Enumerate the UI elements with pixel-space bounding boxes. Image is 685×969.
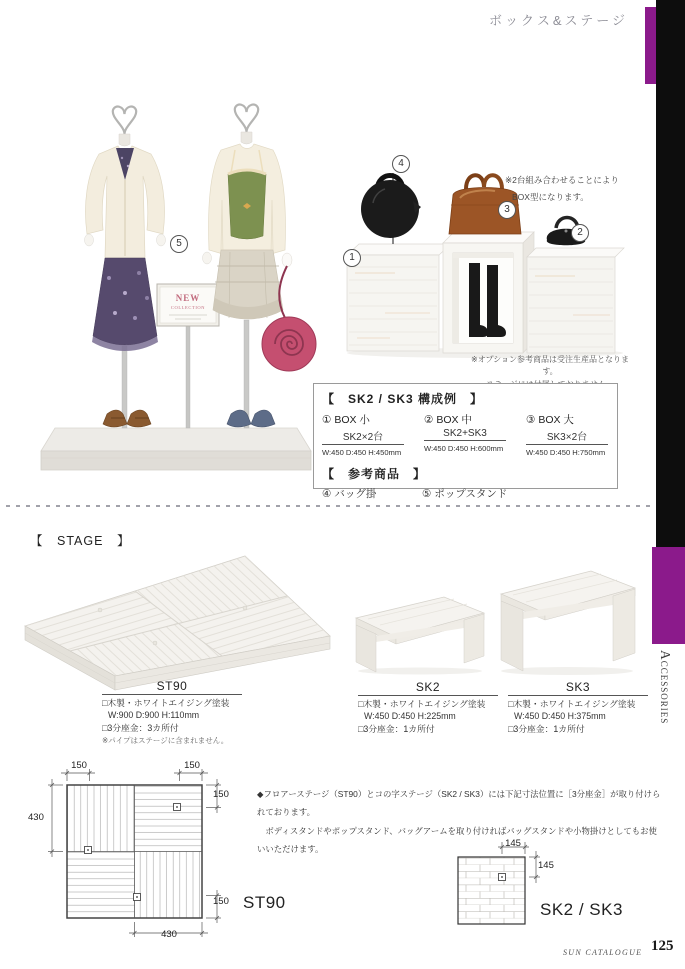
st90-dim-right-bottom: 150	[213, 896, 229, 907]
spec-table-title: 【 SK2 / SK3 構成例 】	[322, 392, 484, 406]
heart-hanger-icon	[235, 105, 258, 132]
side-tab-label: Accessories	[658, 650, 673, 725]
stage-section-title: 【 STAGE 】	[30, 534, 131, 548]
callout-3: 3	[498, 201, 516, 219]
st90-dim-top-right: 150	[184, 760, 200, 771]
st90-diagram-label: ST90	[243, 893, 286, 912]
st90-diagram	[25, 757, 270, 957]
mounting-note-line2: ボディスタンドやポップスタンド、バッグアームを取り付ければバッグスタンドや小物掛けとしてもお使いいただけます。	[257, 825, 657, 855]
sk-dim-top: 145	[505, 838, 521, 849]
sign-line2: COLLECTION	[170, 305, 206, 310]
spec-name: ① BOX 小	[322, 414, 370, 426]
spec-config: SK2+SK3	[424, 428, 506, 441]
product-name: SK2	[358, 680, 498, 696]
product-spec: □3分座金：3カ所付	[102, 722, 179, 733]
page-title: ボックス&ステージ	[488, 13, 628, 28]
product-name: SK3	[508, 680, 648, 696]
product-spec: W:450 D:450 H:375mm	[514, 711, 606, 722]
round-black-bag	[361, 176, 421, 239]
spec-col-box-small	[322, 412, 404, 457]
spec-name: ③ BOX 大	[526, 414, 574, 426]
box-medium	[527, 248, 624, 353]
spec-config: SK3×2台	[526, 428, 608, 445]
product-spec: W:450 D:450 H:225mm	[364, 711, 456, 722]
product-st90	[102, 679, 242, 746]
footer-brand: SUN CATALOGUE	[563, 948, 643, 957]
pop-stand-sign	[157, 284, 219, 326]
heart-hanger-icon	[113, 107, 136, 134]
ref-item-bag-hook: ④ バッグ掛	[322, 487, 377, 500]
st90-dim-top-left: 150	[71, 760, 87, 771]
sk2-product-photo	[350, 584, 490, 676]
product-sk2	[358, 680, 498, 735]
shoes-right	[227, 410, 275, 427]
ref-item-pop-stand: ⑤ ポップスタンド	[422, 487, 508, 500]
sk-dim-right: 145	[538, 860, 554, 871]
product-spec: □木製・ホワイトエイジング塗装	[102, 698, 230, 708]
spec-col-box-medium	[424, 412, 506, 457]
product-spec: W:900 D:900 H:110mm	[108, 710, 200, 721]
callout-5: 5	[170, 235, 188, 253]
spec-name: ② BOX 中	[424, 414, 472, 426]
option-note-line1: ※オプション参考商品は受注生産品となります。	[471, 355, 629, 377]
sign-line1: NEW	[175, 293, 201, 303]
spec-size: W:450 D:450 H:450mm	[322, 447, 402, 457]
st90-dim-bottom: 430	[161, 929, 177, 940]
combine-note	[505, 172, 619, 205]
sk-diagram-label: SK2 / SK3	[540, 900, 623, 919]
page-edge	[656, 0, 685, 549]
mounting-note-line1: ◆フロアーステージ（ST90）とコの字ステージ（SK2 / SK3）には下記寸法位置に［3分座金］が取り付けられております。	[257, 789, 661, 818]
spec-col-box-large	[526, 412, 608, 457]
box-small	[347, 244, 451, 351]
st90-dim-left: 430	[28, 812, 44, 823]
section-divider	[6, 505, 650, 507]
ref-title: 【 参考商品 】	[322, 466, 427, 481]
product-note: ※パイプはステージに含まれません。	[102, 736, 229, 746]
spec-size: W:450 D:450 H:750mm	[526, 447, 606, 457]
spec-config: SK2×2台	[322, 428, 404, 445]
mannequin-photo	[25, 88, 330, 483]
page-number: 125	[651, 938, 674, 954]
product-sk3	[508, 680, 648, 735]
product-spec: □3分座金：1カ所付	[508, 723, 585, 734]
spec-table	[313, 383, 618, 500]
callout-2: 2	[571, 224, 589, 242]
sk3-product-photo	[493, 558, 641, 676]
st90-product-photo	[5, 548, 335, 693]
product-name: ST90	[102, 679, 242, 695]
spec-size: W:450 D:450 H:600mm	[424, 443, 504, 453]
st90-dim-right-top: 150	[213, 789, 229, 800]
product-spec: □木製・ホワイトエイジング塗装	[508, 699, 636, 709]
section-tab	[652, 547, 685, 644]
combine-note-line2: BOX型になります。	[512, 191, 589, 202]
callout-4: 4	[392, 155, 410, 173]
product-spec: □木製・ホワイトエイジング塗装	[358, 699, 486, 709]
callout-1: 1	[343, 249, 361, 267]
combine-note-line1: ※2台組み合わせることにより	[505, 175, 619, 185]
product-spec: □3分座金：1カ所付	[358, 723, 435, 734]
